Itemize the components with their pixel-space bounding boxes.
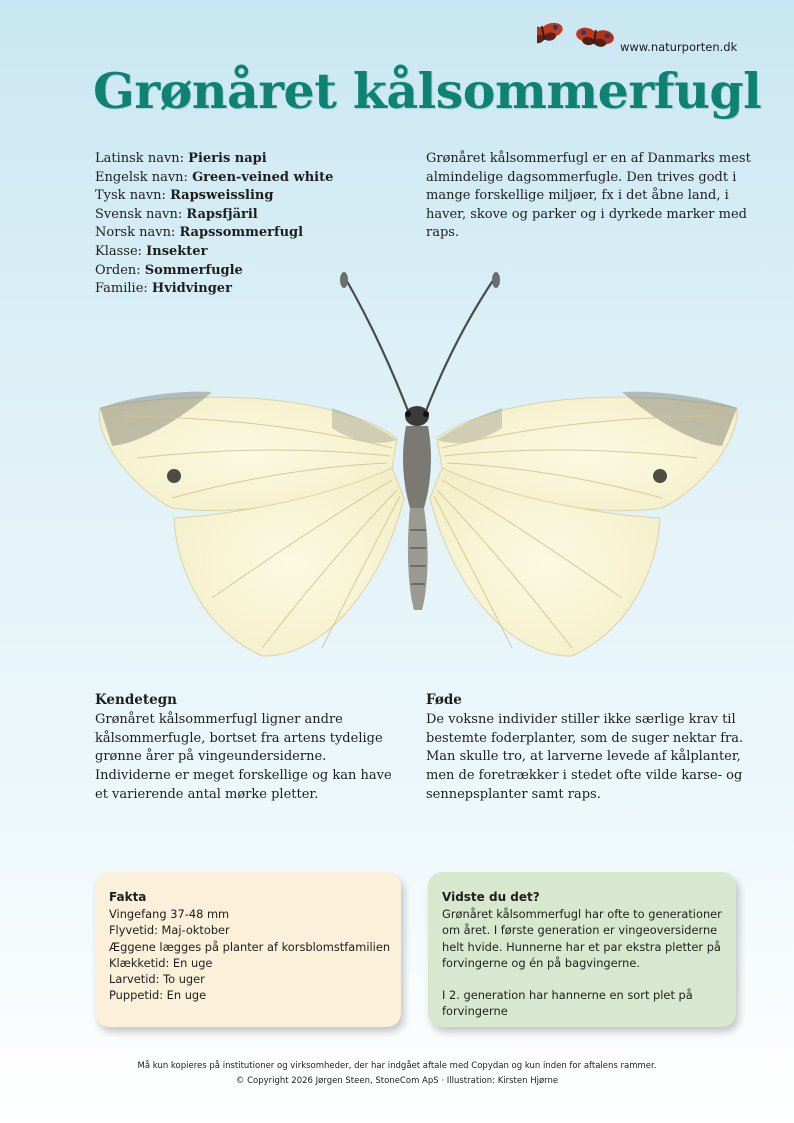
name-label: Familie: bbox=[95, 281, 152, 297]
green-veined-white-butterfly-illustration bbox=[92, 268, 742, 668]
fakta-box bbox=[95, 872, 401, 1027]
name-row-swedish bbox=[95, 206, 405, 225]
name-value: Rapsweissling bbox=[170, 188, 274, 204]
name-value: Insekter bbox=[146, 243, 208, 259]
footer-copyright: © Copyright 2026 Jørgen Steen, StoneCom ApS · Illustration: Kirsten Hjørne bbox=[235, 1076, 559, 1086]
name-label: Engelsk navn: bbox=[95, 169, 193, 185]
name-label: Orden: bbox=[95, 262, 145, 278]
name-value: Hvidvinger bbox=[151, 281, 232, 297]
site-url[interactable]: www.naturporten.dk bbox=[620, 40, 738, 54]
fakta-line: Puppetid: En uge bbox=[109, 988, 207, 1003]
peacock-butterflies-icon bbox=[537, 18, 619, 54]
name-label: Tysk navn: bbox=[95, 188, 171, 204]
name-value: Rapssommerfugl bbox=[179, 225, 304, 241]
name-label: Norsk navn: bbox=[95, 225, 180, 241]
name-label: Klasse: bbox=[95, 243, 147, 259]
footer-copy-notice: Må kun kopieres på institutioner og virksomheder, der har indgået aftale med Copydan og kun inden for aftalens rammer. bbox=[137, 1061, 657, 1071]
name-row-latin bbox=[95, 150, 405, 169]
name-value: Pieris napi bbox=[188, 151, 267, 166]
name-value: Green-veined white bbox=[192, 169, 334, 185]
site-header bbox=[0, 16, 794, 56]
fakta-line: Vingefang 37-48 mm bbox=[109, 907, 230, 922]
fakta-line: Larvetid: To uger bbox=[109, 972, 205, 987]
name-value: Rapsfjäril bbox=[186, 206, 258, 222]
fakta-line: Klækketid: En uge bbox=[109, 955, 213, 970]
vidste-du-det-box bbox=[428, 872, 736, 1027]
fakta-line: Æggene lægges på planter af korsblomstfamilien bbox=[109, 939, 391, 954]
page-title: Grønåret kålsommerfugl bbox=[93, 62, 762, 120]
foede-heading: Føde bbox=[426, 692, 462, 708]
foede-section bbox=[426, 691, 746, 805]
kendetegn-heading: Kendetegn bbox=[95, 692, 177, 708]
vidste-heading: Vidste du det? bbox=[442, 890, 540, 904]
fakta-line: Flyvetid: Maj-oktober bbox=[109, 923, 230, 938]
kendetegn-section bbox=[95, 691, 400, 805]
vidste-paragraph: I 2. generation har hannerne en sort plet på forvingerne bbox=[442, 988, 693, 1019]
name-value: Sommerfugle bbox=[144, 262, 243, 278]
intro-paragraph: Grønåret kålsommerfugl er en af Danmarks mest almindelige dagsommerfugle. Den trives godt i mange forskellige miljøer, fx i det åbne land, i haver, skove og parker og i dyrkede marker med raps. bbox=[426, 151, 751, 241]
name-row-german bbox=[95, 187, 405, 206]
name-label: Latinsk navn: bbox=[95, 151, 189, 166]
foede-text: De voksne individer stiller ikke særlige krav til bestemte foderplanter, som de suger nektar fra. Man skulle tro, at larverne levede af kålplanter, men de foretrækker i stedet ofte vilde karse- og sennepsplanter samt raps. bbox=[426, 711, 744, 802]
footer bbox=[0, 1059, 794, 1089]
vidste-paragraph: Grønåret kålsommerfugl har ofte to generationer om året. I første generation er vingeoversiderne helt hvide. Hunnerne har et par ekstra pletter på forvingerne og én på bagvingerne. bbox=[442, 907, 722, 970]
fakta-heading: Fakta bbox=[109, 890, 147, 904]
name-label: Svensk navn: bbox=[95, 206, 187, 222]
kendetegn-text: Grønåret kålsommerfugl ligner andre kålsommerfugle, bortset fra artens tydelige grønne årer på vingeundersiderne. Individerne er meget forskellige og kan have et varierende antal mørke pletter. bbox=[95, 711, 392, 802]
name-row-norwegian bbox=[95, 224, 405, 243]
name-row-class bbox=[95, 243, 405, 262]
name-row-english bbox=[95, 169, 405, 188]
